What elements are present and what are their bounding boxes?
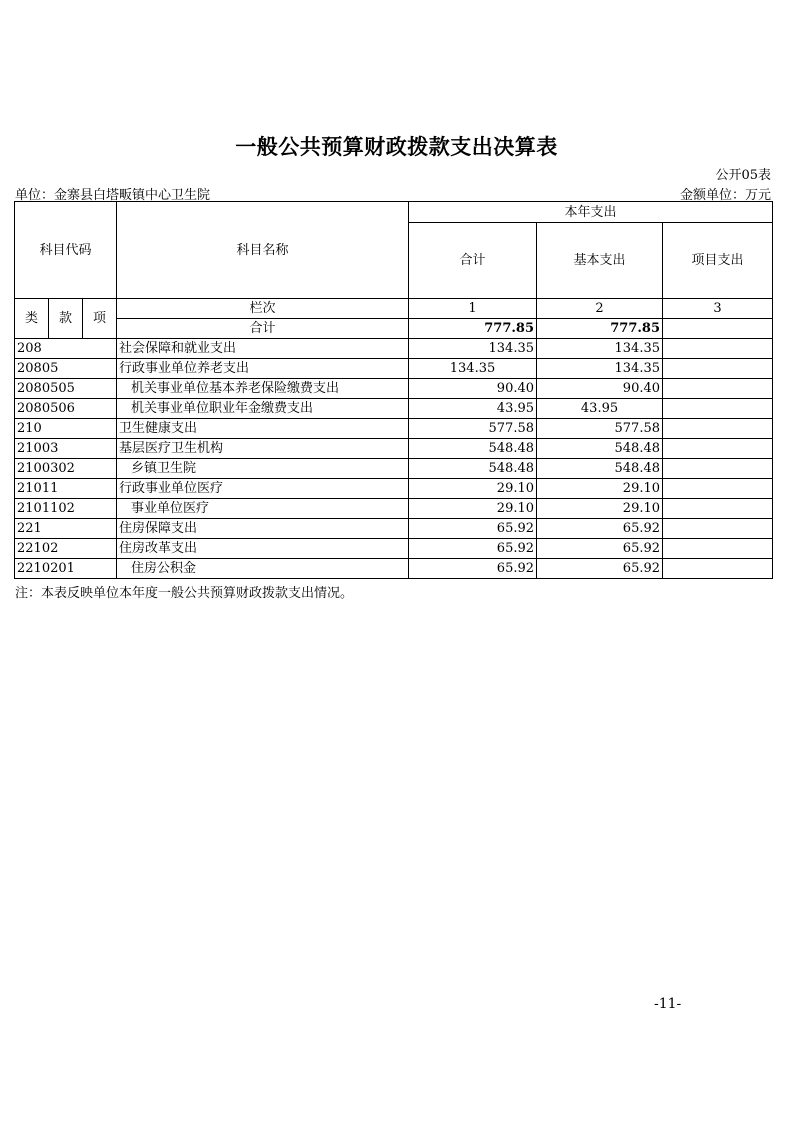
row-name: 卫生健康支出	[117, 419, 409, 439]
row-basic: 65.92	[537, 559, 663, 579]
row-code: 20805	[15, 359, 117, 379]
row-project	[663, 439, 773, 459]
header-name: 科目名称	[117, 202, 409, 299]
row-basic: 29.10	[537, 479, 663, 499]
row-project	[663, 359, 773, 379]
total-row-basic: 777.85	[537, 319, 663, 339]
row-total: 548.48	[409, 459, 537, 479]
row-total: 134.35	[409, 359, 537, 379]
unit-label: 单位：金寨县白塔畈镇中心卫生院	[15, 188, 211, 203]
row-code: 210	[15, 419, 117, 439]
row-basic: 548.48	[537, 439, 663, 459]
row-project	[663, 519, 773, 539]
row-project	[663, 559, 773, 579]
row-total: 43.95	[409, 399, 537, 419]
row-total: 29.10	[409, 499, 537, 519]
header-project: 项目支出	[663, 223, 773, 299]
row-name: 行政事业单位医疗	[117, 479, 409, 499]
total-row	[15, 319, 773, 339]
row-name: 乡镇卫生院	[117, 459, 409, 479]
row-project	[663, 459, 773, 479]
row-total: 577.58	[409, 419, 537, 439]
row-project	[663, 539, 773, 559]
table-note: 注：本表反映单位本年度一般公共预算财政拨款支出情况。	[15, 586, 354, 601]
table-row	[15, 459, 773, 479]
row-total: 65.92	[409, 559, 537, 579]
row-basic: 134.35	[537, 359, 663, 379]
row-project	[663, 339, 773, 359]
header-total: 合计	[409, 223, 537, 299]
row-code: 221	[15, 519, 117, 539]
row-name: 社会保障和就业支出	[117, 339, 409, 359]
page-number: -11-	[654, 996, 682, 1012]
page-title: 一般公共预算财政拨款支出决算表	[235, 134, 558, 159]
table-row	[15, 439, 773, 459]
table-row	[15, 519, 773, 539]
row-code: 21011	[15, 479, 117, 499]
table-row	[15, 419, 773, 439]
row-code: 22102	[15, 539, 117, 559]
row-basic: 134.35	[537, 339, 663, 359]
row-name: 住房公积金	[117, 559, 409, 579]
row-name: 住房改革支出	[117, 539, 409, 559]
row-basic: 65.92	[537, 539, 663, 559]
row-basic: 90.40	[537, 379, 663, 399]
row-basic: 43.95	[537, 399, 663, 419]
column-index-1: 1	[409, 299, 537, 319]
row-code: 2080505	[15, 379, 117, 399]
row-basic: 577.58	[537, 419, 663, 439]
amount-unit-label: 金额单位：万元	[679, 188, 771, 203]
total-row-total: 777.85	[409, 319, 537, 339]
row-name: 行政事业单位养老支出	[117, 359, 409, 379]
table-row	[15, 559, 773, 579]
row-code: 21003	[15, 439, 117, 459]
row-total: 134.35	[409, 339, 537, 359]
row-name: 机关事业单位基本养老保险缴费支出	[117, 379, 409, 399]
expenditure-table	[14, 201, 773, 579]
table-row	[15, 339, 773, 359]
row-code: 2080506	[15, 399, 117, 419]
row-code: 2210201	[15, 559, 117, 579]
column-index-3: 3	[663, 299, 773, 319]
row-code: 2101102	[15, 499, 117, 519]
column-index-2: 2	[537, 299, 663, 319]
row-project	[663, 499, 773, 519]
row-project	[663, 379, 773, 399]
header-kuan: 款	[49, 299, 83, 339]
table-row	[15, 399, 773, 419]
row-total: 65.92	[409, 539, 537, 559]
row-name: 事业单位医疗	[117, 499, 409, 519]
table-row	[15, 479, 773, 499]
column-index-label: 栏次	[117, 299, 409, 319]
row-project	[663, 479, 773, 499]
header-lei: 类	[15, 299, 49, 339]
header-code: 科目代码	[15, 202, 117, 299]
row-total: 65.92	[409, 519, 537, 539]
table-row	[15, 539, 773, 559]
total-row-project	[663, 319, 773, 339]
header-basic: 基本支出	[537, 223, 663, 299]
row-total: 29.10	[409, 479, 537, 499]
table-row	[15, 499, 773, 519]
table-row	[15, 379, 773, 399]
row-project	[663, 419, 773, 439]
table-row	[15, 359, 773, 379]
header-current-year: 本年支出	[409, 202, 773, 223]
row-name: 机关事业单位职业年金缴费支出	[117, 399, 409, 419]
form-id: 公开05表	[715, 168, 771, 183]
row-code: 208	[15, 339, 117, 359]
total-row-label: 合计	[117, 319, 409, 339]
row-project	[663, 399, 773, 419]
row-basic: 29.10	[537, 499, 663, 519]
row-name: 基层医疗卫生机构	[117, 439, 409, 459]
row-total: 548.48	[409, 439, 537, 459]
row-basic: 65.92	[537, 519, 663, 539]
row-basic: 548.48	[537, 459, 663, 479]
row-total: 90.40	[409, 379, 537, 399]
header-xiang: 项	[83, 299, 117, 339]
row-code: 2100302	[15, 459, 117, 479]
row-name: 住房保障支出	[117, 519, 409, 539]
